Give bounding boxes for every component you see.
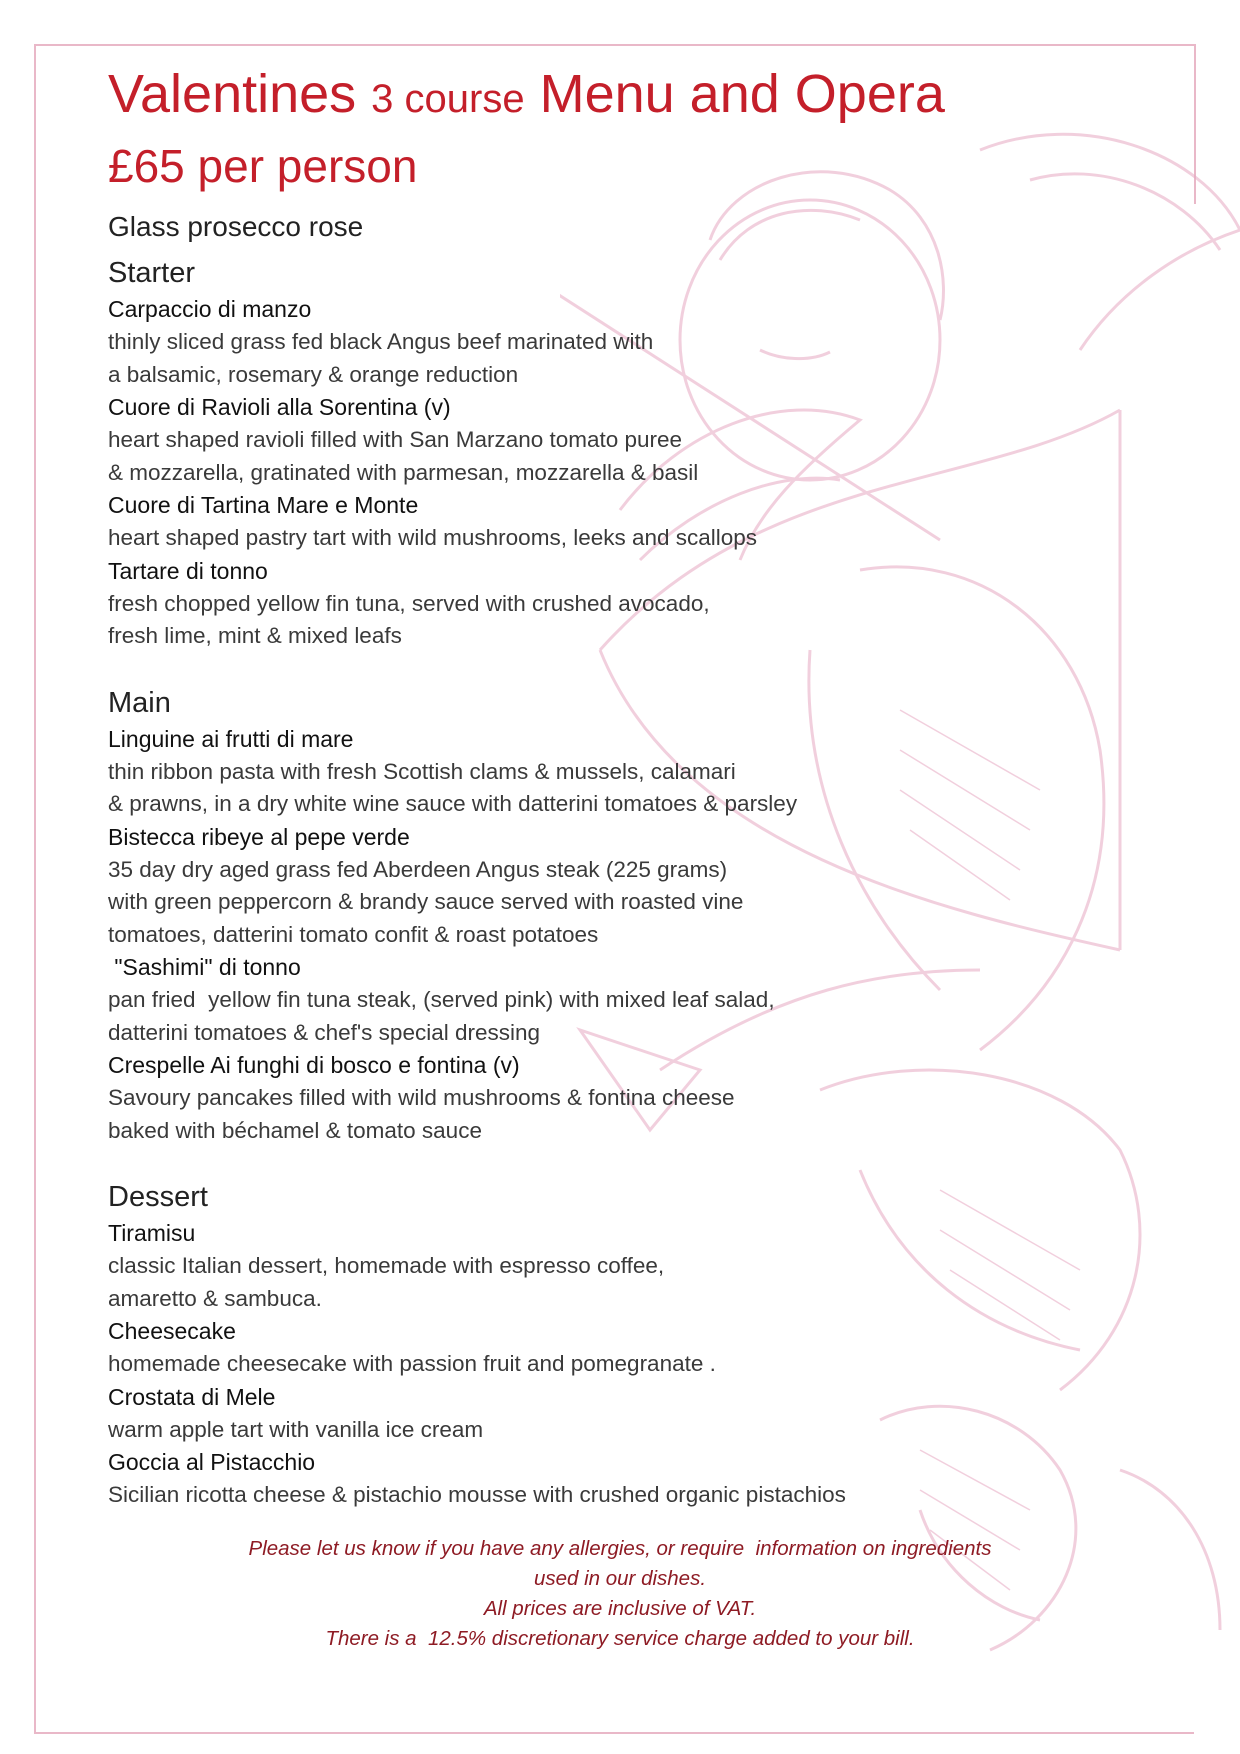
dish-name: Goccia al Pistacchio xyxy=(108,1449,316,1475)
dish-name: Tartare di tonno xyxy=(108,557,268,584)
menu-content xyxy=(108,58,1008,1542)
dish-description: Savoury pancakes filled with wild mushrooms & fontina cheese xyxy=(108,1085,735,1110)
dish-description: fresh chopped yellow fin tuna, served with crushed avocado, xyxy=(108,590,710,616)
dessert-heading: Dessert xyxy=(108,1181,208,1213)
dish-description: heart shaped ravioli filled with San Marzano tomato puree xyxy=(108,427,683,452)
menu-title-part2: 3 course xyxy=(371,77,525,121)
dish-name: Cheesecake xyxy=(108,1318,236,1344)
dessert-section xyxy=(108,1177,1008,1512)
dish-description: thinly sliced grass fed black Angus beef marinated with xyxy=(108,329,654,354)
dish-item xyxy=(108,1049,1008,1147)
dish-name: Cuore di Ravioli alla Sorentina (v) xyxy=(108,394,451,420)
menu-price: £65 per person xyxy=(108,140,418,192)
dish-description: fresh lime, mint & mixed leafs xyxy=(108,623,402,648)
dish-description: baked with béchamel & tomato sauce xyxy=(108,1117,482,1143)
dish-description: amaretto & sambuca. xyxy=(108,1285,322,1311)
dish-item xyxy=(108,723,1008,821)
dish-description: & prawns, in a dry white wine sauce with datterini tomatoes & parsley xyxy=(108,791,798,816)
menu-title xyxy=(108,58,1008,135)
dish-item xyxy=(108,1381,1008,1447)
dish-item xyxy=(108,1315,1008,1381)
dish-item xyxy=(108,1217,1008,1315)
dish-item xyxy=(108,293,1008,391)
dish-description: warm apple tart with vanilla ice cream xyxy=(108,1416,484,1442)
dish-description: 35 day dry aged grass fed Aberdeen Angus steak (225 grams) xyxy=(108,856,728,882)
menu-title-part1: Valentines xyxy=(108,64,372,124)
main-heading: Main xyxy=(108,686,171,719)
footer-line: Please let us know if you have any allergies, or require information on ingredients xyxy=(248,1537,992,1560)
footer-line: used in our dishes. xyxy=(533,1567,707,1590)
dish-description: thin ribbon pasta with fresh Scottish clams & mussels, calamari xyxy=(108,758,736,784)
dish-item xyxy=(108,391,1008,489)
dish-name: Tiramisu xyxy=(108,1220,196,1246)
welcome-drink: Glass prosecco rose xyxy=(108,211,364,242)
dish-item xyxy=(108,555,1008,653)
dish-name: Linguine ai frutti di mare xyxy=(108,725,354,752)
dish-description: datterini tomatoes & chef's special dressing xyxy=(108,1019,541,1045)
dish-name: "Sashimi" di tonno xyxy=(108,954,301,980)
starter-section xyxy=(108,253,1008,653)
dish-name: Crespelle Ai funghi di bosco e fontina (v) xyxy=(108,1052,520,1078)
dish-name: Carpaccio di manzo xyxy=(108,296,312,322)
dish-description: Sicilian ricotta cheese & pistachio mousse with crushed organic pistachios xyxy=(108,1482,846,1507)
footer-notice xyxy=(120,1534,1120,1654)
footer-line: All prices are inclusive of VAT. xyxy=(483,1597,757,1620)
main-section xyxy=(108,683,1008,1148)
footer-line: There is a 12.5% discretionary service charge added to your bill. xyxy=(325,1627,915,1650)
dish-description: tomatoes, datterini tomato confit & roast potatoes xyxy=(108,921,599,947)
dish-item xyxy=(108,951,1008,1049)
dish-item xyxy=(108,821,1008,952)
starter-heading: Starter xyxy=(108,257,196,289)
dish-name: Crostata di Mele xyxy=(108,1383,276,1410)
dish-description: & mozzarella, gratinated with parmesan, mozzarella & basil xyxy=(108,459,699,485)
menu-title-part3: Menu and Opera xyxy=(524,64,945,124)
dish-description: with green peppercorn & brandy sauce served with roasted vine xyxy=(108,889,744,914)
dish-description: classic Italian dessert, homemade with espresso coffee, xyxy=(108,1253,665,1278)
dish-description: a balsamic, rosemary & orange reduction xyxy=(108,361,519,387)
dish-item xyxy=(108,1446,1008,1512)
dish-description: homemade cheesecake with passion fruit and pomegranate . xyxy=(108,1351,716,1376)
dish-name: Bistecca ribeye al pepe verde xyxy=(108,823,410,850)
dish-description: heart shaped pastry tart with wild mushrooms, leeks and scallops xyxy=(108,525,758,550)
dish-description: pan fried yellow fin tuna steak, (served pink) with mixed leaf salad, xyxy=(108,987,775,1012)
dish-name: Cuore di Tartina Mare e Monte xyxy=(108,492,419,518)
dish-item xyxy=(108,489,1008,555)
